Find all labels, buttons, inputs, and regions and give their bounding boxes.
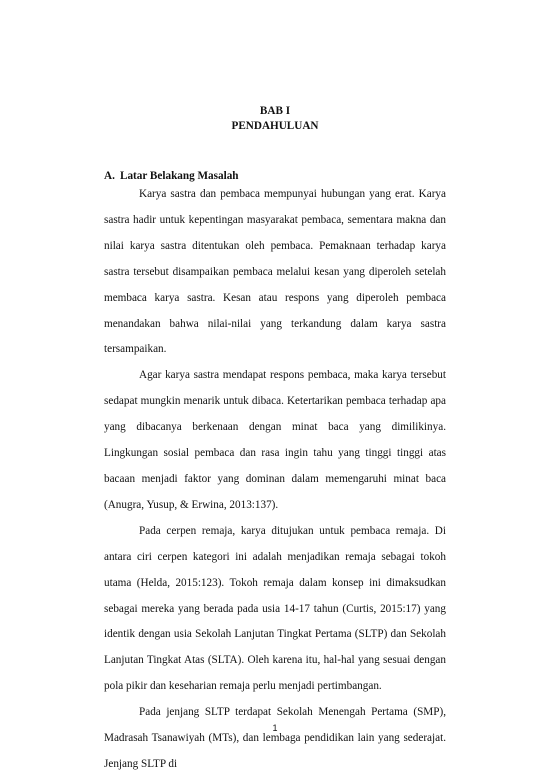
paragraph: Pada jenjang SLTP terdapat Sekolah Menengah Pertama (SMP), Madrasah Tsanawiyah (MTs), dan lembaga pendidikan lain yang sederajat. Jenjang SLTP di (104, 706, 446, 770)
chapter-number: BAB I (259, 105, 291, 117)
section-title: Latar Belakang Masalah (120, 170, 239, 182)
paragraph: Pada cerpen remaja, karya ditujukan untuk pembaca remaja. Di antara ciri cerpen kategori ini adalah menjadikan remaja sebagai tokoh utama (Helda, 2015:123). Tokoh remaja dalam konsep ini dimaksudkan sebagai mereka yang berada pada usia 14-17 tahun (Curtis, 2015:17) yang identik dengan usia Sekolah Lanjutan Tingkat Pertama (SLTP) dan Sekolah Lanjutan Tingkat Atas (SLTA). Oleh karena itu, hal-hal yang sesuai dengan pola pikir dan keseharian remaja perlu menjadi pertimbangan. (104, 524, 446, 693)
paragraph: Agar karya sastra mendapat respons pembaca, maka karya tersebut sedapat mungkin menarik untuk dibaca. Ketertarikan pembaca terhadap apa yang dibacanya berkenaan dengan minat baca yang dimilikinya. Lingkungan sosial pembaca dan rasa ingin tahu yang tinggi tinggi atas bacaan menjadi faktor yang dominan dalam memengaruhi minat baca (Anugra, Yusup, & Erwina, 2013:137). (104, 369, 446, 511)
body-text (104, 182, 446, 778)
page-number: 1 (272, 723, 278, 733)
paragraph: Karya sastra dan pembaca mempunyai hubungan yang erat. Karya sastra hadir untuk kepentingan masyarakat pembaca, sementara makna dan nilai karya sastra ditentukan oleh pembaca. Pemaknaan terhadap karya sastra tersebut disampaikan pembaca melalui kesan yang diperoleh setelah membaca karya sastra. Kesan atau respons yang diperoleh pembaca menandakan bahwa nilai-nilai yang terkandung dalam karya sastra tersampaikan. (104, 188, 446, 356)
section-letter: A. (104, 170, 115, 182)
section-heading (104, 170, 239, 182)
chapter-title: PENDAHULUAN (231, 120, 319, 132)
